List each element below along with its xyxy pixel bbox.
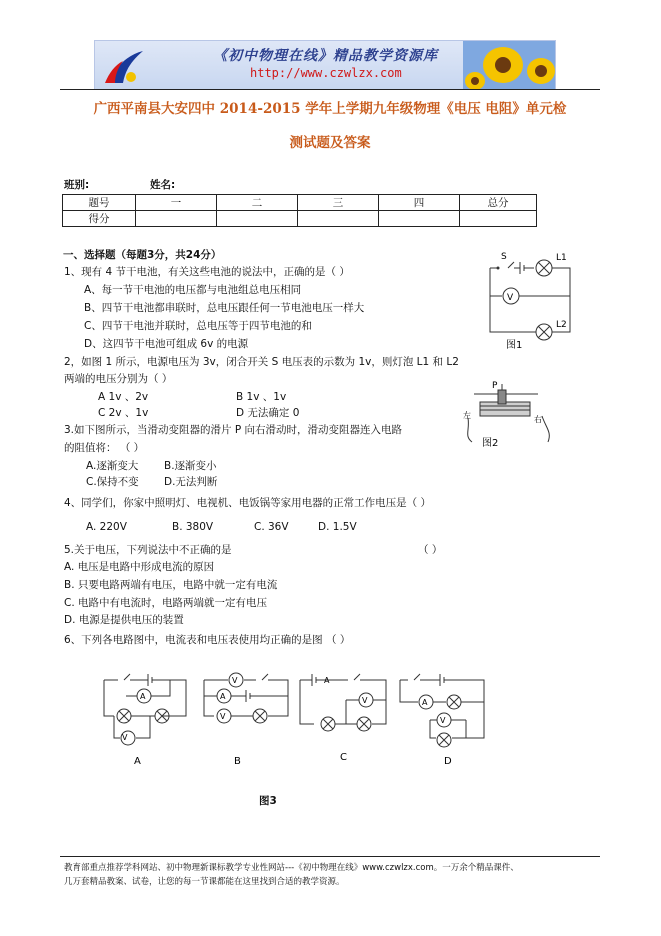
- svg-text:V: V: [122, 733, 128, 742]
- svg-text:V: V: [440, 716, 446, 725]
- q3-option-c: C.保持不变: [86, 476, 139, 488]
- figure-label: 左: [463, 411, 471, 420]
- table-cell: 总分: [460, 195, 537, 211]
- figure-3-option-label: C: [340, 752, 347, 763]
- q1-option-d: D、这四节干电池可组成 6v 的电源: [84, 338, 249, 350]
- page-title-line1: 广西平南县大安四中 2014-2015 学年上学期九年级物理《电压 电阻》单元检: [93, 101, 567, 117]
- figure-3-caption: 图3: [259, 795, 277, 807]
- q1-option-b: B、四节干电池都串联时，总电压跟任何一节电池电压一样大: [84, 302, 365, 314]
- figure-label: V: [507, 293, 514, 303]
- svg-text:A: A: [140, 692, 146, 701]
- svg-text:V: V: [220, 712, 226, 721]
- q1-option-c: C、四节干电池并联时，总电压等于四节电池的和: [84, 320, 312, 332]
- figure-label: L1: [556, 253, 567, 263]
- q5-option-c: C. 电路中有电流时，电路两端就一定有电压: [64, 597, 268, 609]
- q3-option-d: D.无法判断: [164, 476, 218, 488]
- name-label: 姓名:: [150, 179, 176, 191]
- site-logo-icon: [101, 47, 147, 85]
- q5-option-b: B. 只要电路两端有电压，电路中就一定有电流: [64, 579, 278, 591]
- figure-2-caption: 图2: [482, 438, 499, 449]
- q1-stem: 1、现有 4 节干电池，有关这些电池的说法中，正确的是（ ）: [64, 266, 350, 278]
- q2-option-d: D 无法确定 0: [236, 407, 300, 419]
- figure-label: S: [501, 252, 507, 262]
- svg-text:A: A: [220, 692, 226, 701]
- sunflower-image-icon: [463, 41, 555, 89]
- banner-title: 《初中物理在线》精品教学资源库: [213, 48, 438, 64]
- score-input-cell[interactable]: [217, 211, 298, 227]
- score-input-cell[interactable]: [298, 211, 379, 227]
- q2-stem-line1: 2，如图 1 所示，电源电压为 3v，闭合开关 S 电压表的示数为 1v，则灯泡 L1 和 L2: [64, 356, 459, 368]
- q1-option-a: A、每一节干电池的电压都与电池组总电压相同: [84, 284, 302, 296]
- q3-option-a: A.逐渐变大: [86, 460, 139, 472]
- q5-option-a: A. 电压是电路中形成电流的原因: [64, 561, 215, 573]
- q5-stem: 5.关于电压，下列说法中不正确的是: [64, 544, 232, 556]
- q4-option-b: B. 380V: [172, 521, 214, 533]
- class-label: 班别:: [64, 179, 90, 191]
- figure-1-caption: 图1: [506, 340, 523, 351]
- footer-line2: 几万套精品教案、试卷，让您的每一节课都能在这里找到合适的教学资源。: [64, 877, 345, 887]
- score-table-row: [63, 211, 537, 227]
- header-rule: [60, 89, 600, 90]
- figure-3-circuits: [96, 668, 496, 778]
- svg-text:A: A: [324, 676, 330, 685]
- q2-option-a: A 1v 、2v: [98, 391, 149, 403]
- figure-label: 右: [534, 415, 542, 424]
- q4-stem: 4、同学们，你家中照明灯、电视机、电饭锅等家用电器的正常工作电压是（ ）: [64, 497, 432, 509]
- banner-url: http://www.czwlzx.com: [250, 66, 402, 80]
- q4-option-a: A. 220V: [86, 521, 127, 533]
- score-input-cell[interactable]: [460, 211, 537, 227]
- q2-option-c: C 2v 、1v: [98, 407, 149, 419]
- q2-stem-line2: 两端的电压分别为（ ）: [64, 373, 173, 385]
- q2-option-b: B 1v 、1v: [236, 391, 287, 403]
- q4-option-c: C. 36V: [254, 521, 289, 533]
- table-cell: 得分: [63, 211, 136, 227]
- table-cell: 一: [136, 195, 217, 211]
- header-banner: [94, 40, 556, 90]
- figure-label: P: [492, 381, 498, 391]
- figure-3-option-label: D: [444, 756, 452, 767]
- q3-option-b: B.逐渐变小: [164, 460, 217, 472]
- figure-label: L2: [556, 320, 567, 330]
- score-input-cell[interactable]: [379, 211, 460, 227]
- score-table: [62, 194, 537, 227]
- q3-stem-line2: 的阻值将： （ ）: [64, 442, 145, 454]
- footer-rule: [60, 856, 600, 857]
- figure-3-option-label: B: [234, 756, 241, 767]
- table-cell: 二: [217, 195, 298, 211]
- q3-stem-line1: 3.如下图所示，当滑动变阻器的滑片 P 向右滑动时，滑动变阻器连入电路: [64, 424, 403, 436]
- svg-text:A: A: [422, 698, 428, 707]
- footer-line1: 教育部重点推荐学科网站、初中物理新课标教学专业性网站---《初中物理在线》www.czwlzx.com。一万余个精品课件、: [64, 863, 519, 873]
- q4-option-d: D. 1.5V: [318, 521, 357, 533]
- svg-text:V: V: [232, 676, 238, 685]
- figure-3-option-label: A: [134, 756, 141, 767]
- table-cell: 三: [298, 195, 379, 211]
- table-cell: 题号: [63, 195, 136, 211]
- section-heading: 一、选择题（每题3分，共24分）: [63, 249, 222, 261]
- table-cell: 四: [379, 195, 460, 211]
- score-input-cell[interactable]: [136, 211, 217, 227]
- score-table-header-row: [63, 195, 537, 211]
- page-title-line2: 测试题及答案: [289, 135, 371, 151]
- figure-2-rheostat: [462, 380, 556, 452]
- q5-option-d: D. 电源是提供电压的装置: [64, 614, 184, 626]
- svg-text:V: V: [362, 696, 368, 705]
- q6-stem: 6、下列各电路图中，电流表和电压表使用均正确的是图 （ ）: [64, 634, 351, 646]
- q5-answer-blank: （ ）: [418, 544, 443, 556]
- figure-1-circuit: [484, 248, 584, 352]
